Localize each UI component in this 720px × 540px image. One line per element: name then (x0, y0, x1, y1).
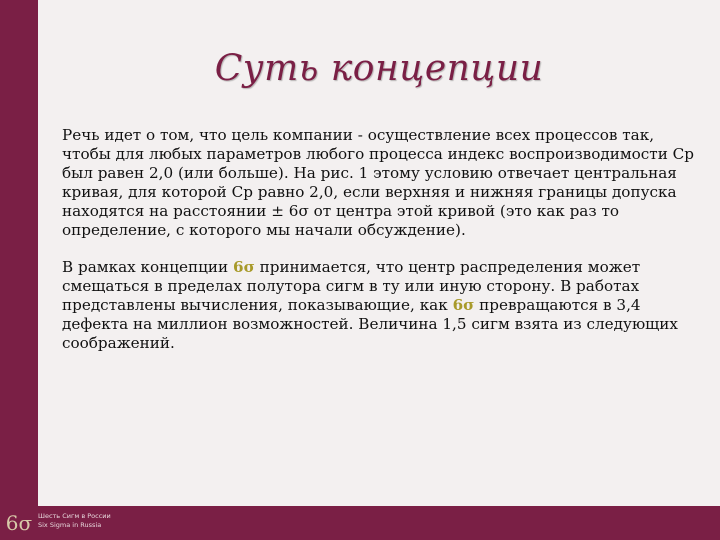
slide-panel (38, 0, 720, 506)
six-sigma-term-2: 6σ (452, 296, 475, 314)
footer-line-english: Six Sigma in Russia (38, 521, 102, 529)
six-sigma-logo-icon: 6σ (5, 511, 33, 535)
slide-title: Суть концепции (214, 48, 544, 89)
footer-line-russian: Шесть Сигм в России (38, 512, 111, 520)
slide-body (62, 126, 702, 371)
paragraph-2-text-3: превращаются в 3,4 дефекта на миллион возможностей. Величина 1,5 сигм взята из следующих соображений. (62, 296, 678, 352)
six-sigma-term-1: 6σ (233, 258, 255, 276)
footer-bar (0, 506, 720, 540)
paragraph-2 (62, 258, 702, 353)
paragraph-2-text-2: принимается, что центр распределения может смещаться в пределах полутора сигм в ту или иную сторону. В работах представлены вычисления, показывающие, как (62, 258, 641, 314)
paragraph-1: Речь идет о том, что цель компании - осуществление всех процессов так, чтобы для любых параметров любого процесса индекс воспроизводимости Ср был равен 2,0 (или больше). На рис. 1 этому условию отвечает центральная кривая, для которой Ср равно 2,0, если верхняя и нижняя границы допуска находятся на расстоянии ± 6σ от центра этой кривой (это как раз то определение, с которого мы начали обсуждение). (62, 126, 695, 239)
paragraph-2-text-1: В рамках концепции (62, 258, 233, 276)
footer-caption (38, 512, 111, 530)
